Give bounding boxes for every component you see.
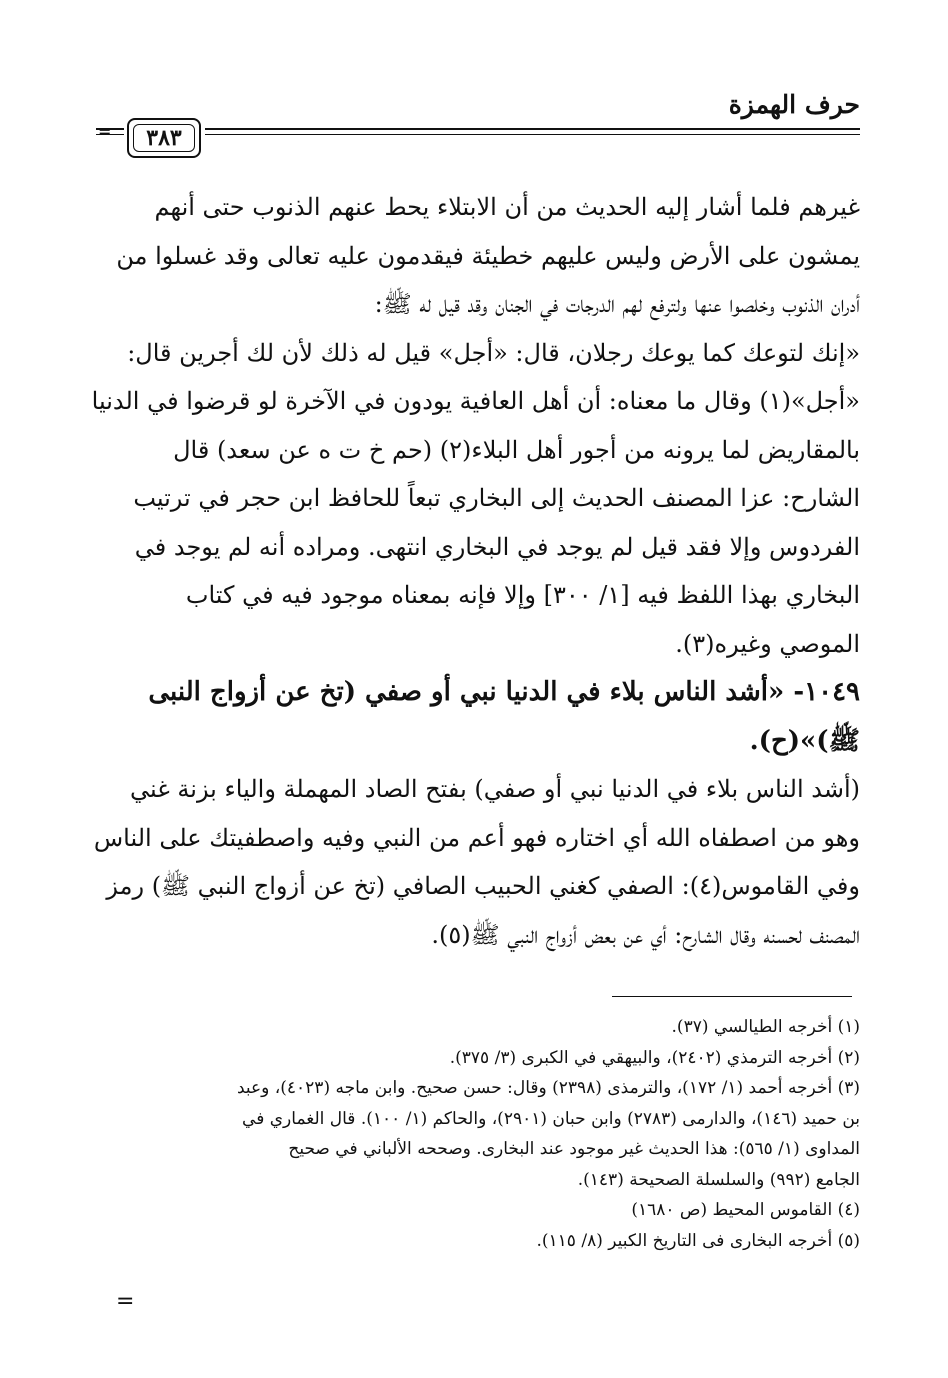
header-rule-bottom	[205, 134, 860, 135]
footnote-continuation: بن حميد (١٤٦)، والدارمى (٢٧٨٣) وابن حبان (٢٩٠١)، والحاكم (١/ ١٠٠). قال الغماري في	[242, 1108, 860, 1129]
text-line: «إنك لتوعك كما يوعك رجلان، قال: «أجل» قيل له ذلك لأن لك أجرين قال:	[127, 338, 860, 367]
hadith-heading-line: ١٠٤٩- «أشد الناس بلاء في الدنيا نبي أو صفي (تخ عن أزواج النبى	[148, 677, 860, 707]
bottom-equals-mark: =	[116, 1289, 135, 1314]
running-header-title: حرف الهمزة	[728, 90, 860, 119]
footnote: (٥) أخرجه البخارى فى التاريخ الكبير (٨/ ١١٥).	[536, 1230, 860, 1251]
commentary-line: (أشد الناس بلاء في الدنيا نبي أو صفي) بفتح الصاد المهملة والياء بزنة غني	[129, 775, 860, 803]
footnote-continuation: المداوى (١/ ٥٦٥): هذا الحديث غير موجود عند البخارى. وصححه الألباني في صحيح	[288, 1139, 860, 1159]
footnote-separator	[612, 996, 852, 997]
commentary-line: المصنف لحسنه وقال الشارح: أي عن بعض أزواج النبي ﷺ(٥).	[431, 920, 860, 949]
commentary-line: وفي القاموس(٤): الصفي كغني الحبيب الصافي (تخ عن أزواج النبي ﷺ) رمز	[106, 872, 860, 900]
header-rule-top	[205, 128, 860, 130]
footnotes	[80, 1012, 860, 1256]
page-number: ٣٨٣	[133, 124, 195, 152]
footnote-continuation: الجامع (٩٩٢) والسلسلة الصحيحة (١٤٣).	[577, 1169, 860, 1190]
footnote: (٢) أخرجه الترمذي (٢٤٠٢)، والبيهقي في الكبرى (٣/ ٣٧٥).	[449, 1047, 860, 1068]
text-line: يمشون على الأرض وليس عليهم خطيئة فيقدمون عليه تعالى وقد غسلوا من	[116, 241, 860, 270]
text-line: الشارح: عزا المصنف الحديث إلى البخاري تبعاً للحافظ ابن حجر في ترتيب	[133, 484, 860, 512]
main-text	[80, 183, 860, 959]
footnote: (٤) القاموس المحيط (ص ١٦٨٠)	[631, 1200, 860, 1220]
text-line: أدران الذنوب وخلصوا عنها ولترفع لهم الدرجات في الجنان وقد قيل له ﷺ:	[374, 290, 860, 318]
text-line: غيرهم فلما أشار إليه الحديث من أن الابتلاء يحط عنهم الذنوب حتى أنهم	[154, 193, 860, 221]
text-line: «أجل»(١) وقال ما معناه: أن أهل العافية يودون في الآخرة لو قرضوا في الدنيا	[91, 387, 860, 415]
text-line: الفردوس وإلا فقد قيل لم يوجد في البخاري انتهى. ومراده أنه لم يوجد في	[134, 532, 860, 561]
footnote: (١) أخرجه الطيالسي (٣٧).	[671, 1017, 860, 1037]
commentary-line: وهو من اصطفاه الله أي اختاره فهو أعم من النبي وفيه واصطفيتك على الناس	[93, 823, 860, 852]
text-line: بالمقاريض لما يرونه من أجور أهل البلاء(٢) (حم خ ت ه عن سعد) قال	[173, 435, 860, 464]
top-equals-mark: =	[98, 122, 112, 141]
hadith-heading-line: ﷺ)»(ح).	[749, 725, 860, 756]
page-number-frame	[127, 118, 201, 158]
text-line: البخاري بهذا اللفظ فيه [١/ ٣٠٠] وإلا فإنه بمعناه موجود فيه في كتاب	[185, 581, 860, 609]
text-line: الموصي وغيره(٣).	[675, 629, 860, 658]
footnote: (٣) أخرجه أحمد (١/ ١٧٢)، والترمذى (٢٣٩٨) وقال: حسن صحيح. وابن ماجه (٤٠٢٣)، وعبد	[236, 1078, 860, 1098]
